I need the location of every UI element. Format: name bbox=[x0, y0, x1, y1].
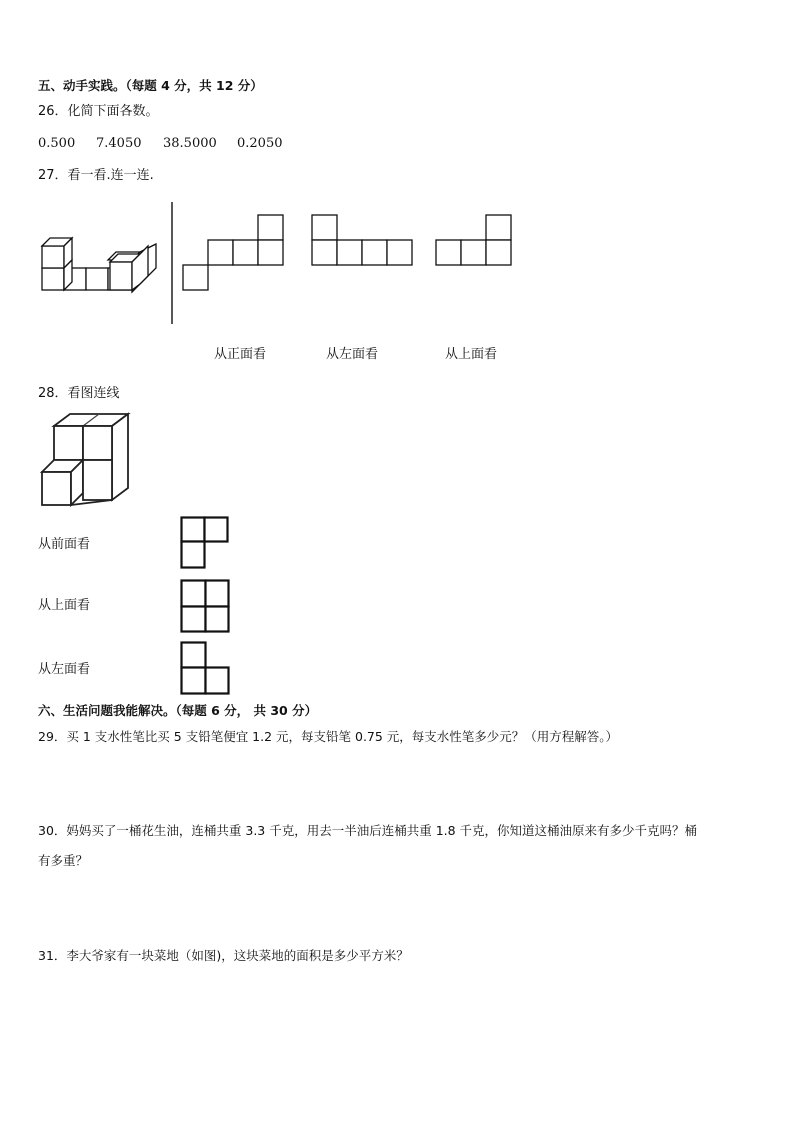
q27-view-label-left: 从左面看 bbox=[326, 347, 379, 362]
question-29: 29．买 1 支水性笔比买 5 支铅笔便宜 1.2 元，每支铅笔 0.75 元，每支水性笔多少元？（用方程解答。） bbox=[38, 729, 619, 744]
question-30-line-2: 有多重？ bbox=[38, 853, 89, 868]
question-28-label: 28．看图连线 bbox=[38, 386, 120, 401]
question-30-line-1: 30．妈妈买了一桶花生油，连桶共重 3.3 千克，用去一半油后连桶共重 1.8 千克，你知道这桶油原来有多少千克吗？桶 bbox=[38, 823, 698, 838]
question-26-label: 26．化简下面各数。 bbox=[38, 104, 159, 119]
q28-view-grid-1 bbox=[180, 516, 232, 570]
q26-number-2: 7.4050 bbox=[96, 136, 142, 151]
question-31: 31．李大爷家有一块菜地（如图)，这块菜地的面积是多少平方米？ bbox=[38, 948, 409, 963]
q27-solid-figure bbox=[40, 236, 160, 296]
q27-view-shape-2 bbox=[311, 214, 415, 270]
q28-view-label-left: 从左面看 bbox=[38, 662, 91, 677]
q26-number-4: 0.2050 bbox=[237, 136, 283, 151]
q27-view-shape-3 bbox=[435, 214, 515, 270]
q28-view-grid-2 bbox=[180, 579, 232, 635]
q26-number-3: 38.5000 bbox=[163, 136, 217, 151]
section-5-heading: 五、动手实践。（每题 4 分，共 12 分） bbox=[38, 78, 263, 93]
q28-view-label-top: 从上面看 bbox=[38, 598, 91, 613]
q26-number-1: 0.500 bbox=[38, 136, 76, 151]
q28-view-label-front: 从前面看 bbox=[38, 537, 91, 552]
q27-view-shape-1 bbox=[182, 214, 286, 294]
q27-view-label-top: 从上面看 bbox=[445, 347, 498, 362]
q27-divider bbox=[170, 202, 174, 324]
q28-solid-figure bbox=[40, 412, 136, 508]
section-6-heading: 六、生活问题我能解决。（每题 6 分， 共 30 分） bbox=[38, 703, 318, 718]
q28-view-grid-3 bbox=[180, 641, 232, 697]
question-27-label: 27．看一看.连一连. bbox=[38, 168, 154, 183]
q27-view-label-front: 从正面看 bbox=[214, 347, 267, 362]
